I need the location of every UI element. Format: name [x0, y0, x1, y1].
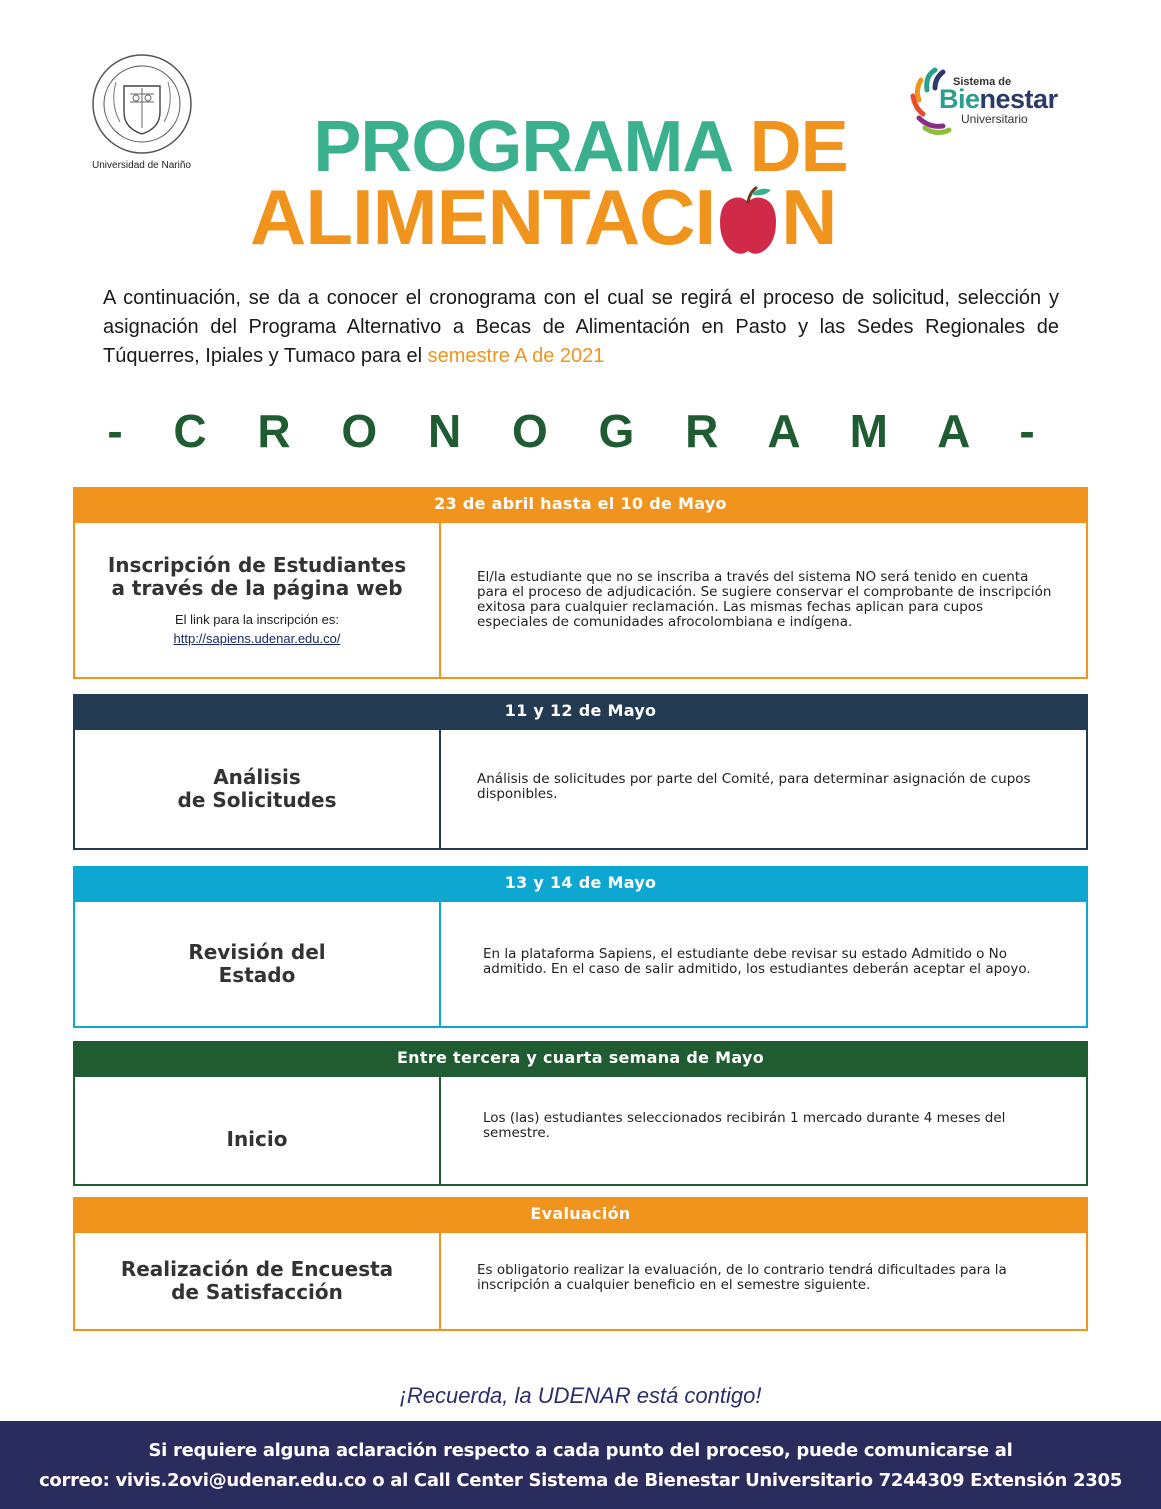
block-description: El/la estudiante que no se inscriba a través del sistema NO será tenido en cuenta para el proceso de adjudicación. Se sugiere conservar el comprobante de inscripción exitosa para cualquier reclamación. Las mismas fechas aplican para cupos especiales de comunidades afrocolombiana e indígena. [477, 569, 1052, 630]
apple-icon [717, 184, 779, 256]
block-description: En la plataforma Sapiens, el estudiante debe revisar su estado Admitido o No admitido. En el caso de salir admitido, los estudiantes deberán aceptar el apoyo. [483, 946, 1031, 977]
footer-line-1: Si requiere alguna aclaración respecto a cada punto del proceso, puede comunicarse al [148, 1440, 1013, 1461]
semester-highlight: semestre A de 2021 [427, 345, 605, 367]
block-description: Es obligatorio realizar la evaluación, de lo contrario tendrá dificultades para la inscripción a cualquier beneficio en el semestre siguiente. [477, 1262, 1007, 1293]
footer-line-2: correo: vivis.2ovi@udenar.edu.co o al Call Center Sistema de Bienestar Universitario 7244309 Extensión 2305 [39, 1470, 1122, 1491]
schedule-block-evaluation [73, 1197, 1088, 1331]
schedule-block-analysis [73, 694, 1088, 850]
block-date-band: 23 de abril hasta el 10 de Mayo [75, 489, 1086, 523]
schedule-block-registration [73, 487, 1088, 679]
block-heading: Inscripción de Estudiantes a través de la página web [107, 553, 407, 600]
cronograma-heading: - C R O N O G R A M A - [107, 405, 1054, 457]
bienestar-top-text: Sistema de [953, 76, 1012, 88]
schedule-block-status [73, 866, 1088, 1028]
contact-footer [0, 1421, 1161, 1509]
registration-link[interactable]: http://sapiens.udenar.edu.co/ [173, 631, 341, 646]
block-title-cell [75, 902, 441, 1026]
remember-message: ¡Recuerda, la UDENAR está contigo! [399, 1383, 762, 1408]
block-title-cell [75, 730, 441, 848]
block-heading: Inicio [226, 1127, 288, 1151]
block-heading: Realización de Encuesta de Satisfacción [120, 1257, 394, 1304]
block-description: Análisis de solicitudes por parte del Comité, para determinar asignación de cupos disponibles. [477, 771, 1031, 802]
block-date-band: Evaluación [75, 1199, 1086, 1233]
schedule-block-start [73, 1041, 1088, 1186]
block-heading: Revisión del Estado [188, 940, 326, 987]
block-title-cell [75, 1233, 441, 1329]
bienestar-big-text: Bienestar [939, 84, 1058, 114]
bienestar-bottom-text: Universitario [961, 112, 1028, 126]
intro-paragraph: A continuación, se da a conocer el cronograma con el cual se regirá el proceso de solicitud, selección y asignación del Programa Alternativo a Becas de Alimentación en Pasto y las Sedes Regionales de Túquerres, Ipiales y Tumaco para el semestre A de 2021 [103, 287, 1059, 367]
block-description: Los (las) estudiantes seleccionados recibirán 1 mercado durante 4 meses del semestre. [483, 1110, 1006, 1141]
block-date-band: 13 y 14 de Mayo [75, 868, 1086, 902]
block-title-cell [75, 523, 441, 677]
link-label: El link para la inscripción es: [174, 612, 340, 627]
page-title-line2: ALIMENTACI N [250, 173, 837, 261]
block-date-band: 11 y 12 de Mayo [75, 696, 1086, 730]
block-heading: Análisis de Solicitudes [177, 765, 337, 812]
block-title-cell [75, 1077, 441, 1184]
page-title-line1: PROGRAMA DE [313, 107, 848, 187]
block-date-band: Entre tercera y cuarta semana de Mayo [75, 1043, 1086, 1077]
udenar-name: Universidad de Nariño [92, 160, 191, 171]
